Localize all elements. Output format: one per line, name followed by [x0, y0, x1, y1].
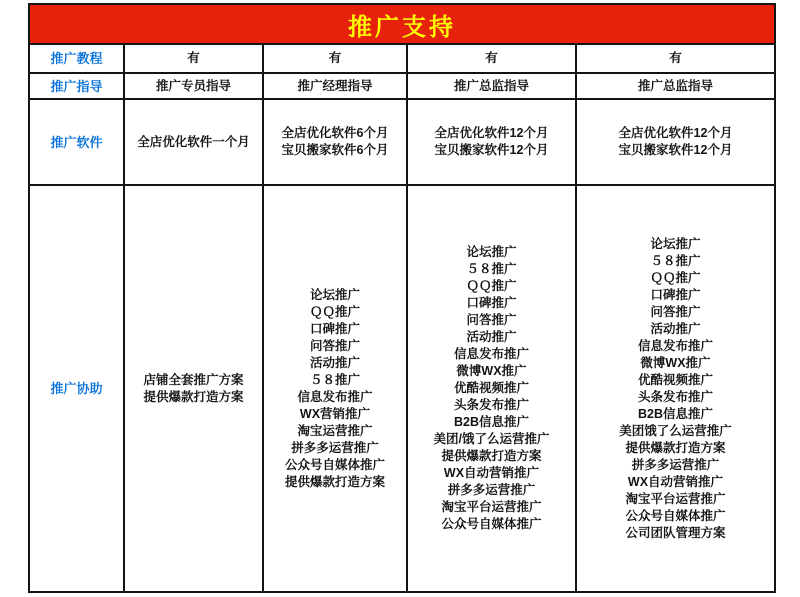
table-cell — [577, 45, 774, 74]
cell-line: 公众号自媒体推广 — [625, 508, 726, 523]
support-table — [28, 3, 776, 593]
table-title-bar — [30, 5, 774, 45]
cell-line: 全店优化软件6个月 — [281, 126, 389, 140]
cell-line: 美团饿了么运营推广 — [619, 423, 732, 438]
cell-line: 论坛推广 — [650, 236, 701, 251]
cell-line: 提供爆款打造方案 — [284, 474, 385, 489]
table-cell — [408, 186, 577, 591]
table-cell — [125, 74, 264, 100]
cell-line: 信息发布推广 — [453, 347, 529, 361]
cell-line: WX自动营销推广 — [627, 474, 724, 489]
cell-line: 公众号自媒体推广 — [441, 517, 542, 531]
cell-line: ５８推广 — [309, 372, 360, 387]
cell-line: 全店优化软件12个月 — [618, 126, 733, 140]
cell-line: 头条发布推广 — [637, 389, 713, 404]
cell-line: 美团/饿了么运营推广 — [433, 432, 550, 446]
cell-line: 淘宝运营推广 — [297, 423, 373, 438]
cell-line: 头条发布推广 — [453, 398, 529, 412]
cell-line: 信息发布推广 — [297, 389, 373, 404]
cell-line: 提供爆款打造方案 — [143, 389, 244, 404]
table-cell — [264, 45, 408, 74]
row-label: 推广协助 — [30, 186, 125, 591]
cell-line: 微博WX推广 — [640, 355, 711, 370]
cell-line: 推广经理指导 — [297, 78, 373, 93]
cell-line: 论坛推广 — [466, 245, 517, 259]
cell-line: 有 — [328, 51, 342, 65]
cell-line: 宝贝搬家软件6个月 — [281, 143, 389, 157]
table-cell — [264, 74, 408, 100]
cell-line: 信息发布推广 — [637, 338, 713, 353]
cell-line: 活动推广 — [309, 355, 360, 370]
cell-line: 问答推广 — [309, 338, 360, 353]
cell-line: 有 — [669, 51, 682, 65]
table-cell — [125, 186, 264, 591]
cell-line: 有 — [187, 51, 200, 65]
table-cell — [577, 100, 774, 186]
cell-line: 公司团队管理方案 — [625, 525, 726, 540]
table-cell — [408, 74, 577, 100]
cell-line: 推广总监指导 — [453, 78, 529, 93]
cell-line: 拼多多运营推广 — [447, 483, 536, 497]
cell-line: 提供爆款打造方案 — [441, 449, 542, 463]
cell-line: ＱＱ推广 — [466, 279, 517, 293]
cell-line: ５８推广 — [466, 262, 517, 276]
row-label: 推广指导 — [30, 74, 125, 100]
cell-line: B2B信息推广 — [637, 406, 713, 421]
cell-line: 宝贝搬家软件12个月 — [618, 143, 733, 157]
table-cell — [408, 45, 577, 74]
table-cell — [264, 186, 408, 591]
cell-line: 淘宝平台运营推广 — [625, 491, 726, 506]
table-title: 推广支持 — [348, 13, 456, 41]
cell-line: 优酷视频推广 — [637, 372, 713, 387]
cell-line: WX自动营销推广 — [443, 466, 540, 480]
cell-line: 拼多多运营推广 — [291, 440, 379, 455]
row-label: 推广教程 — [30, 45, 125, 74]
cell-line: ５８推广 — [650, 253, 701, 268]
cell-line: 有 — [485, 51, 498, 65]
cell-line: 论坛推广 — [309, 287, 360, 302]
cell-line: 推广总监指导 — [637, 78, 713, 93]
cell-line: B2B信息推广 — [453, 415, 529, 429]
table-body — [30, 45, 774, 591]
cell-line: ＱＱ推广 — [650, 270, 701, 285]
cell-line: 淘宝平台运营推广 — [441, 500, 542, 514]
cell-line: 公众号自媒体推广 — [284, 457, 385, 472]
cell-line: 全店优化软件12个月 — [434, 126, 549, 140]
table-cell — [408, 100, 577, 186]
cell-line: 宝贝搬家软件12个月 — [434, 143, 549, 157]
cell-line: 拼多多运营推广 — [631, 457, 720, 472]
cell-line: 全店优化软件一个月 — [137, 134, 250, 149]
cell-line: 店铺全套推广方案 — [143, 372, 244, 387]
table-cell — [125, 45, 264, 74]
cell-line: 口碑推广 — [466, 296, 517, 310]
cell-line: 微博WX推广 — [456, 364, 527, 378]
table-cell — [125, 100, 264, 186]
cell-line: ＱＱ推广 — [309, 304, 360, 319]
cell-line: WX营销推广 — [299, 406, 371, 421]
row-label: 推广软件 — [30, 100, 125, 186]
cell-line: 推广专员指导 — [155, 78, 231, 93]
cell-line: 提供爆款打造方案 — [625, 440, 726, 455]
table-cell — [264, 100, 408, 186]
table-cell — [577, 74, 774, 100]
cell-line: 优酷视频推广 — [453, 381, 529, 395]
cell-line: 问答推广 — [466, 313, 517, 327]
cell-line: 口碑推广 — [650, 287, 701, 302]
cell-line: 活动推广 — [650, 321, 701, 336]
cell-line: 问答推广 — [650, 304, 701, 319]
cell-line: 活动推广 — [466, 330, 517, 344]
cell-line: 口碑推广 — [309, 321, 360, 336]
table-cell — [577, 186, 774, 591]
